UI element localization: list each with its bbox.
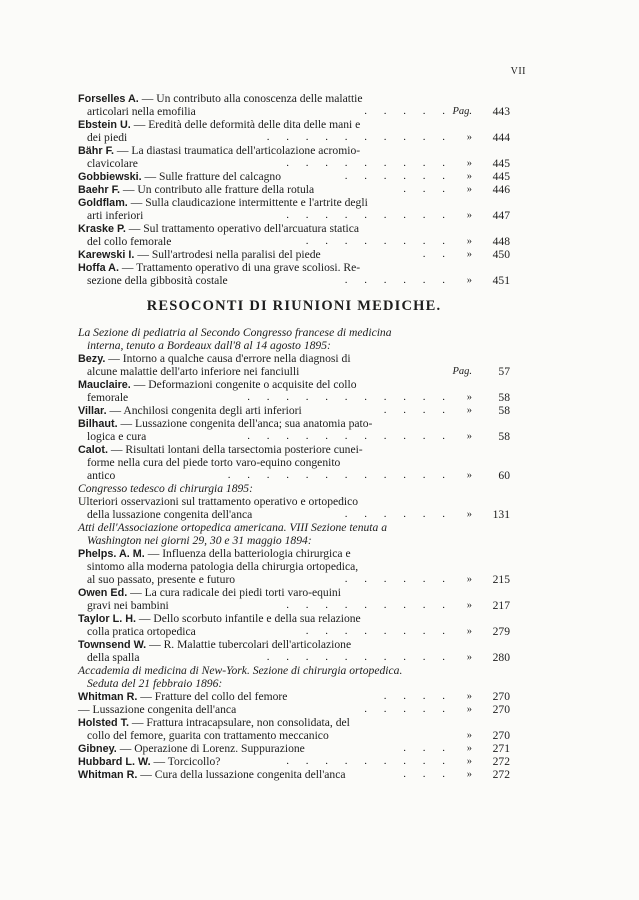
entry-author: Phelps. A. M. (78, 548, 145, 560)
entry-title: — Anchilosi congenita degli arti inferiori (106, 404, 302, 417)
page-ref: 450 (492, 248, 510, 261)
entry-title: — Cura della lussazione congenita dell'anca (137, 768, 346, 781)
page-marker: » (466, 405, 472, 416)
dot-leader: . . . . . . (344, 274, 452, 286)
page-marker: » (466, 626, 472, 637)
page-ref: 58 (498, 391, 510, 404)
index-entry (78, 612, 510, 638)
page-ref: 446 (492, 183, 510, 196)
index-entry (78, 703, 510, 716)
congress-line: Washington nei giorni 29, 30 e 31 maggio 1894: (87, 534, 312, 547)
page-marker: Pag. (452, 366, 472, 377)
entry-title: — Sulle fratture del calcagno (141, 170, 282, 183)
entry-title: — Torcicollo? (150, 755, 221, 768)
entry-author: Baehr F. (78, 184, 121, 196)
congress-line: Seduta del 21 febbraio 1896: (87, 677, 223, 690)
entry-title: dei piedi (87, 131, 128, 144)
entry-title: al suo passato, presente e futuro (87, 573, 236, 586)
page-marker: » (466, 210, 472, 221)
entry-title: femorale (87, 391, 129, 404)
dot-leader: . . . . . . . . . (286, 209, 452, 221)
entry-line (78, 638, 510, 651)
entry-title: — Deformazioni congenite o acquisite del collo (130, 378, 357, 391)
entry-author: Gibney. (78, 743, 117, 755)
page-marker: » (466, 574, 472, 585)
entry-line (78, 196, 510, 209)
dot-leader: . . . . . . . . . . (266, 651, 452, 663)
dot-leader: . . . (403, 768, 452, 780)
entry-line (78, 417, 510, 430)
dot-leader: . . . . . . . . . . (266, 131, 452, 143)
entry-author: Forselles A. (78, 93, 139, 105)
congress-heading (78, 326, 510, 352)
entry-line (78, 560, 510, 573)
page-ref: 280 (492, 651, 510, 664)
entry-title: — Sulla claudicazione intermittente e l'artrite degli (127, 196, 368, 209)
entry-title: — La cura radicale dei piedi torti varo-equini (127, 586, 341, 599)
page-marker: » (466, 509, 472, 520)
index-entry (78, 716, 510, 742)
page-ref: 215 (492, 573, 510, 586)
congress-line: Atti dell'Associazione ortopedica americana. VIII Sezione tenuta a (78, 521, 388, 534)
entry-title: della spalla (87, 651, 140, 664)
page-marker: » (466, 756, 472, 767)
page-marker: » (466, 275, 472, 286)
page-ref: 448 (492, 235, 510, 248)
entry-line (78, 586, 510, 599)
entry-title: — Lussazione congenita dell'anca; sua anatomia pato- (117, 417, 373, 430)
entry-title: — Frattura intracapsulare, non consolidata, del (129, 716, 350, 729)
page-ref: 270 (492, 703, 510, 716)
index-entry (78, 404, 510, 417)
page-marker: » (466, 431, 472, 442)
entry-title: — Eredità delle deformità delle dita delle mani e (130, 118, 361, 131)
entry-line (78, 443, 510, 456)
entry-title: alcune malattie dell'arto inferiore nei fanciulli (87, 365, 300, 378)
entry-title: del collo femorale (87, 235, 172, 248)
index-entry (78, 586, 510, 612)
page-ref: 272 (492, 755, 510, 768)
index-entry (78, 196, 510, 222)
entry-title: — La diastasi traumatica dell'articolazione acromio- (114, 144, 361, 157)
dot-leader: . . . . . . (344, 573, 452, 585)
page-ref: 443 (492, 105, 510, 118)
index-entry (78, 638, 510, 664)
entry-line (78, 716, 510, 729)
page-ref: 271 (492, 742, 510, 755)
congress-line: Accademia di medicina di New-York. Sezione di chirurgia ortopedica. (78, 664, 403, 677)
index-entry (78, 170, 510, 183)
dot-leader: . . . . . . . . . . . (247, 391, 452, 403)
index-entry (78, 352, 510, 378)
entry-author: Villar. (78, 405, 107, 417)
dot-leader: . . . . . . (344, 508, 452, 520)
index-entry (78, 378, 510, 404)
entry-line (78, 456, 510, 469)
entry-author: Karewski I. (78, 249, 135, 261)
entry-author: Goldflam. (78, 197, 128, 209)
entry-title: — Operazione di Lorenz. Suppurazione (116, 742, 305, 755)
index-entry (78, 417, 510, 443)
dot-leader: . . . . (383, 690, 452, 702)
entry-author: Bilhaut. (78, 418, 118, 430)
entry-line (78, 352, 510, 365)
entry-line (78, 261, 510, 274)
page-ref: 279 (492, 625, 510, 638)
entry-author: Mauclaire. (78, 379, 131, 391)
dot-leader: . . . . . . . . . (286, 157, 452, 169)
index-entry (78, 690, 510, 703)
dot-leader: . . . (403, 183, 452, 195)
page-marker: » (466, 171, 472, 182)
entry-author: Gobbiewski. (78, 171, 142, 183)
dot-leader: . . . (403, 742, 452, 754)
entry-title: — Sul trattamento operativo dell'arcuatura statica (125, 222, 360, 235)
entry-author: Hoffa A. (78, 262, 119, 274)
page-marker: » (466, 158, 472, 169)
page-ref: 58 (498, 404, 510, 417)
section-heading: RESOCONTI DI RIUNIONI MEDICHE. (146, 298, 442, 314)
page-marker: » (466, 730, 472, 741)
dot-leader: . . . . . . . . . (286, 755, 452, 767)
entry-title: articolari nella emofilia (87, 105, 196, 118)
entry-title: della lussazione congenita dell'anca (87, 508, 253, 521)
entry-author: Townsend W. (78, 639, 147, 651)
entry-author: Bezy. (78, 353, 106, 365)
entry-title: — Dello scorbuto infantile e della sua relazione (136, 612, 361, 625)
entry-line (78, 144, 510, 157)
page-marker: » (466, 184, 472, 195)
entry-title: — Sull'artrodesi nella paralisi del piede (134, 248, 321, 261)
page-ref: 444 (492, 131, 510, 144)
entry-title: — Risultati lontani della tarsectomia posteriore cunei- (108, 443, 363, 456)
entry-title: clavicolare (87, 157, 138, 170)
page-ref: 272 (492, 768, 510, 781)
page-marker: » (466, 691, 472, 702)
index-entry (78, 144, 510, 170)
entry-line (78, 222, 510, 235)
congress-line: interna, tenuto a Bordeaux dall'8 al 14 agosto 1895: (87, 339, 331, 352)
index-entry (78, 118, 510, 144)
entry-line (78, 612, 510, 625)
entry-author: Hubbard L. W. (78, 756, 151, 768)
page-ref: 58 (498, 430, 510, 443)
entry-title: — Un contributo alla conoscenza delle malattie (138, 92, 363, 105)
index-block-meetings (78, 326, 510, 781)
index-entry (78, 92, 510, 118)
entry-title: — Fratture del collo del femore (137, 690, 288, 703)
dot-leader: . . . . . . . . . . . (247, 430, 452, 442)
entry-title: — Un contributo alle fratture della rotula (120, 183, 315, 196)
entry-title: gravi nei bambini (87, 599, 169, 612)
page-ref: 60 (498, 469, 510, 482)
index-entry (78, 768, 510, 781)
index-entry (78, 742, 510, 755)
page-ref: 57 (498, 365, 510, 378)
entry-author: Bähr F. (78, 145, 114, 157)
entry-title: — Influenza della batteriologia chirurgica e (144, 547, 351, 560)
entry-line (78, 118, 510, 131)
page-marker: » (466, 249, 472, 260)
dot-leader: . . (422, 248, 452, 260)
page-ref: 445 (492, 157, 510, 170)
congress-line: La Sezione di pediatria al Secondo Congresso francese di medicina (78, 326, 392, 339)
page-ref: 451 (492, 274, 510, 287)
dot-leader: . . . . . (364, 105, 452, 117)
entry-title: arti inferiori (87, 209, 144, 222)
entry-title: sezione della gibbosità costale (87, 274, 228, 287)
entry-author: Calot. (78, 444, 108, 456)
dot-leader: . . . . . (364, 703, 452, 715)
entry-line (78, 92, 510, 105)
entry-title: — R. Malattie tubercolari dell'articolazione (146, 638, 352, 651)
dot-leader: . . . . . . . . . (286, 599, 452, 611)
index-entry (78, 222, 510, 248)
entry-title: — Lussazione congenita dell'anca (78, 703, 237, 716)
index-entry (78, 547, 510, 586)
congress-heading (78, 482, 510, 495)
index-entry (78, 443, 510, 482)
entry-author: Kraske P. (78, 223, 126, 235)
entry-title: Ulteriori osservazioni sul trattamento operativo e ortopedico (78, 495, 359, 508)
dot-leader: . . . . . . . . (305, 235, 452, 247)
entry-line (78, 378, 510, 391)
entry-title: colla pratica ortopedica (87, 625, 196, 638)
entry-title: sintomo alla moderna patologia della chirurgia ortopedica, (87, 560, 359, 573)
dot-leader: . . . . . . . . (305, 625, 452, 637)
congress-heading (78, 521, 510, 547)
entry-author: Whitman R. (78, 691, 138, 703)
dot-leader: . . . . . . (344, 170, 452, 182)
entry-title: forme nella cura del piede torto varo-equino congenito (87, 456, 341, 469)
page-marker: » (466, 470, 472, 481)
index-entry (78, 261, 510, 287)
index-block-authors (78, 92, 510, 287)
page-marker: » (466, 392, 472, 403)
page-ref: 217 (492, 599, 510, 612)
page-number: VII (510, 66, 526, 77)
entry-author: Holsted T. (78, 717, 129, 729)
entry-line (78, 729, 510, 742)
entry-title: — Trattamento operativo di una grave scoliosi. Re- (118, 261, 361, 274)
page-ref: 445 (492, 170, 510, 183)
index-entry (78, 183, 510, 196)
index-entry (78, 495, 510, 521)
page-marker: » (466, 769, 472, 780)
page-marker: » (466, 704, 472, 715)
entry-author: Owen Ed. (78, 587, 128, 599)
entry-title: logica e cura (87, 430, 147, 443)
entry-author: Whitman R. (78, 769, 138, 781)
entry-line (78, 547, 510, 560)
index-entry (78, 248, 510, 261)
congress-heading (78, 664, 510, 690)
page-marker: » (466, 600, 472, 611)
entry-author: Ebstein U. (78, 119, 131, 131)
page-marker: » (466, 132, 472, 143)
entry-author: Taylor L. H. (78, 613, 136, 625)
entry-title: — Intorno a qualche causa d'errore nella diagnosi di (105, 352, 351, 365)
entry-title: antico (87, 469, 116, 482)
page-ref: 447 (492, 209, 510, 222)
page-marker: » (466, 236, 472, 247)
page-ref: 270 (492, 690, 510, 703)
entry-line (78, 495, 510, 508)
dot-leader: . . . . . . . . . . . . (227, 469, 452, 481)
page-ref: 131 (492, 508, 510, 521)
entry-line (78, 365, 510, 378)
page-marker: Pag. (452, 106, 472, 117)
page-marker: » (466, 652, 472, 663)
dot-leader: . . . . (383, 404, 452, 416)
index-entry (78, 755, 510, 768)
congress-line: Congresso tedesco di chirurgia 1895: (78, 482, 253, 495)
page-ref: 270 (492, 729, 510, 742)
page-marker: » (466, 743, 472, 754)
entry-title: collo del femore, guarita con trattamento meccanico (87, 729, 329, 742)
